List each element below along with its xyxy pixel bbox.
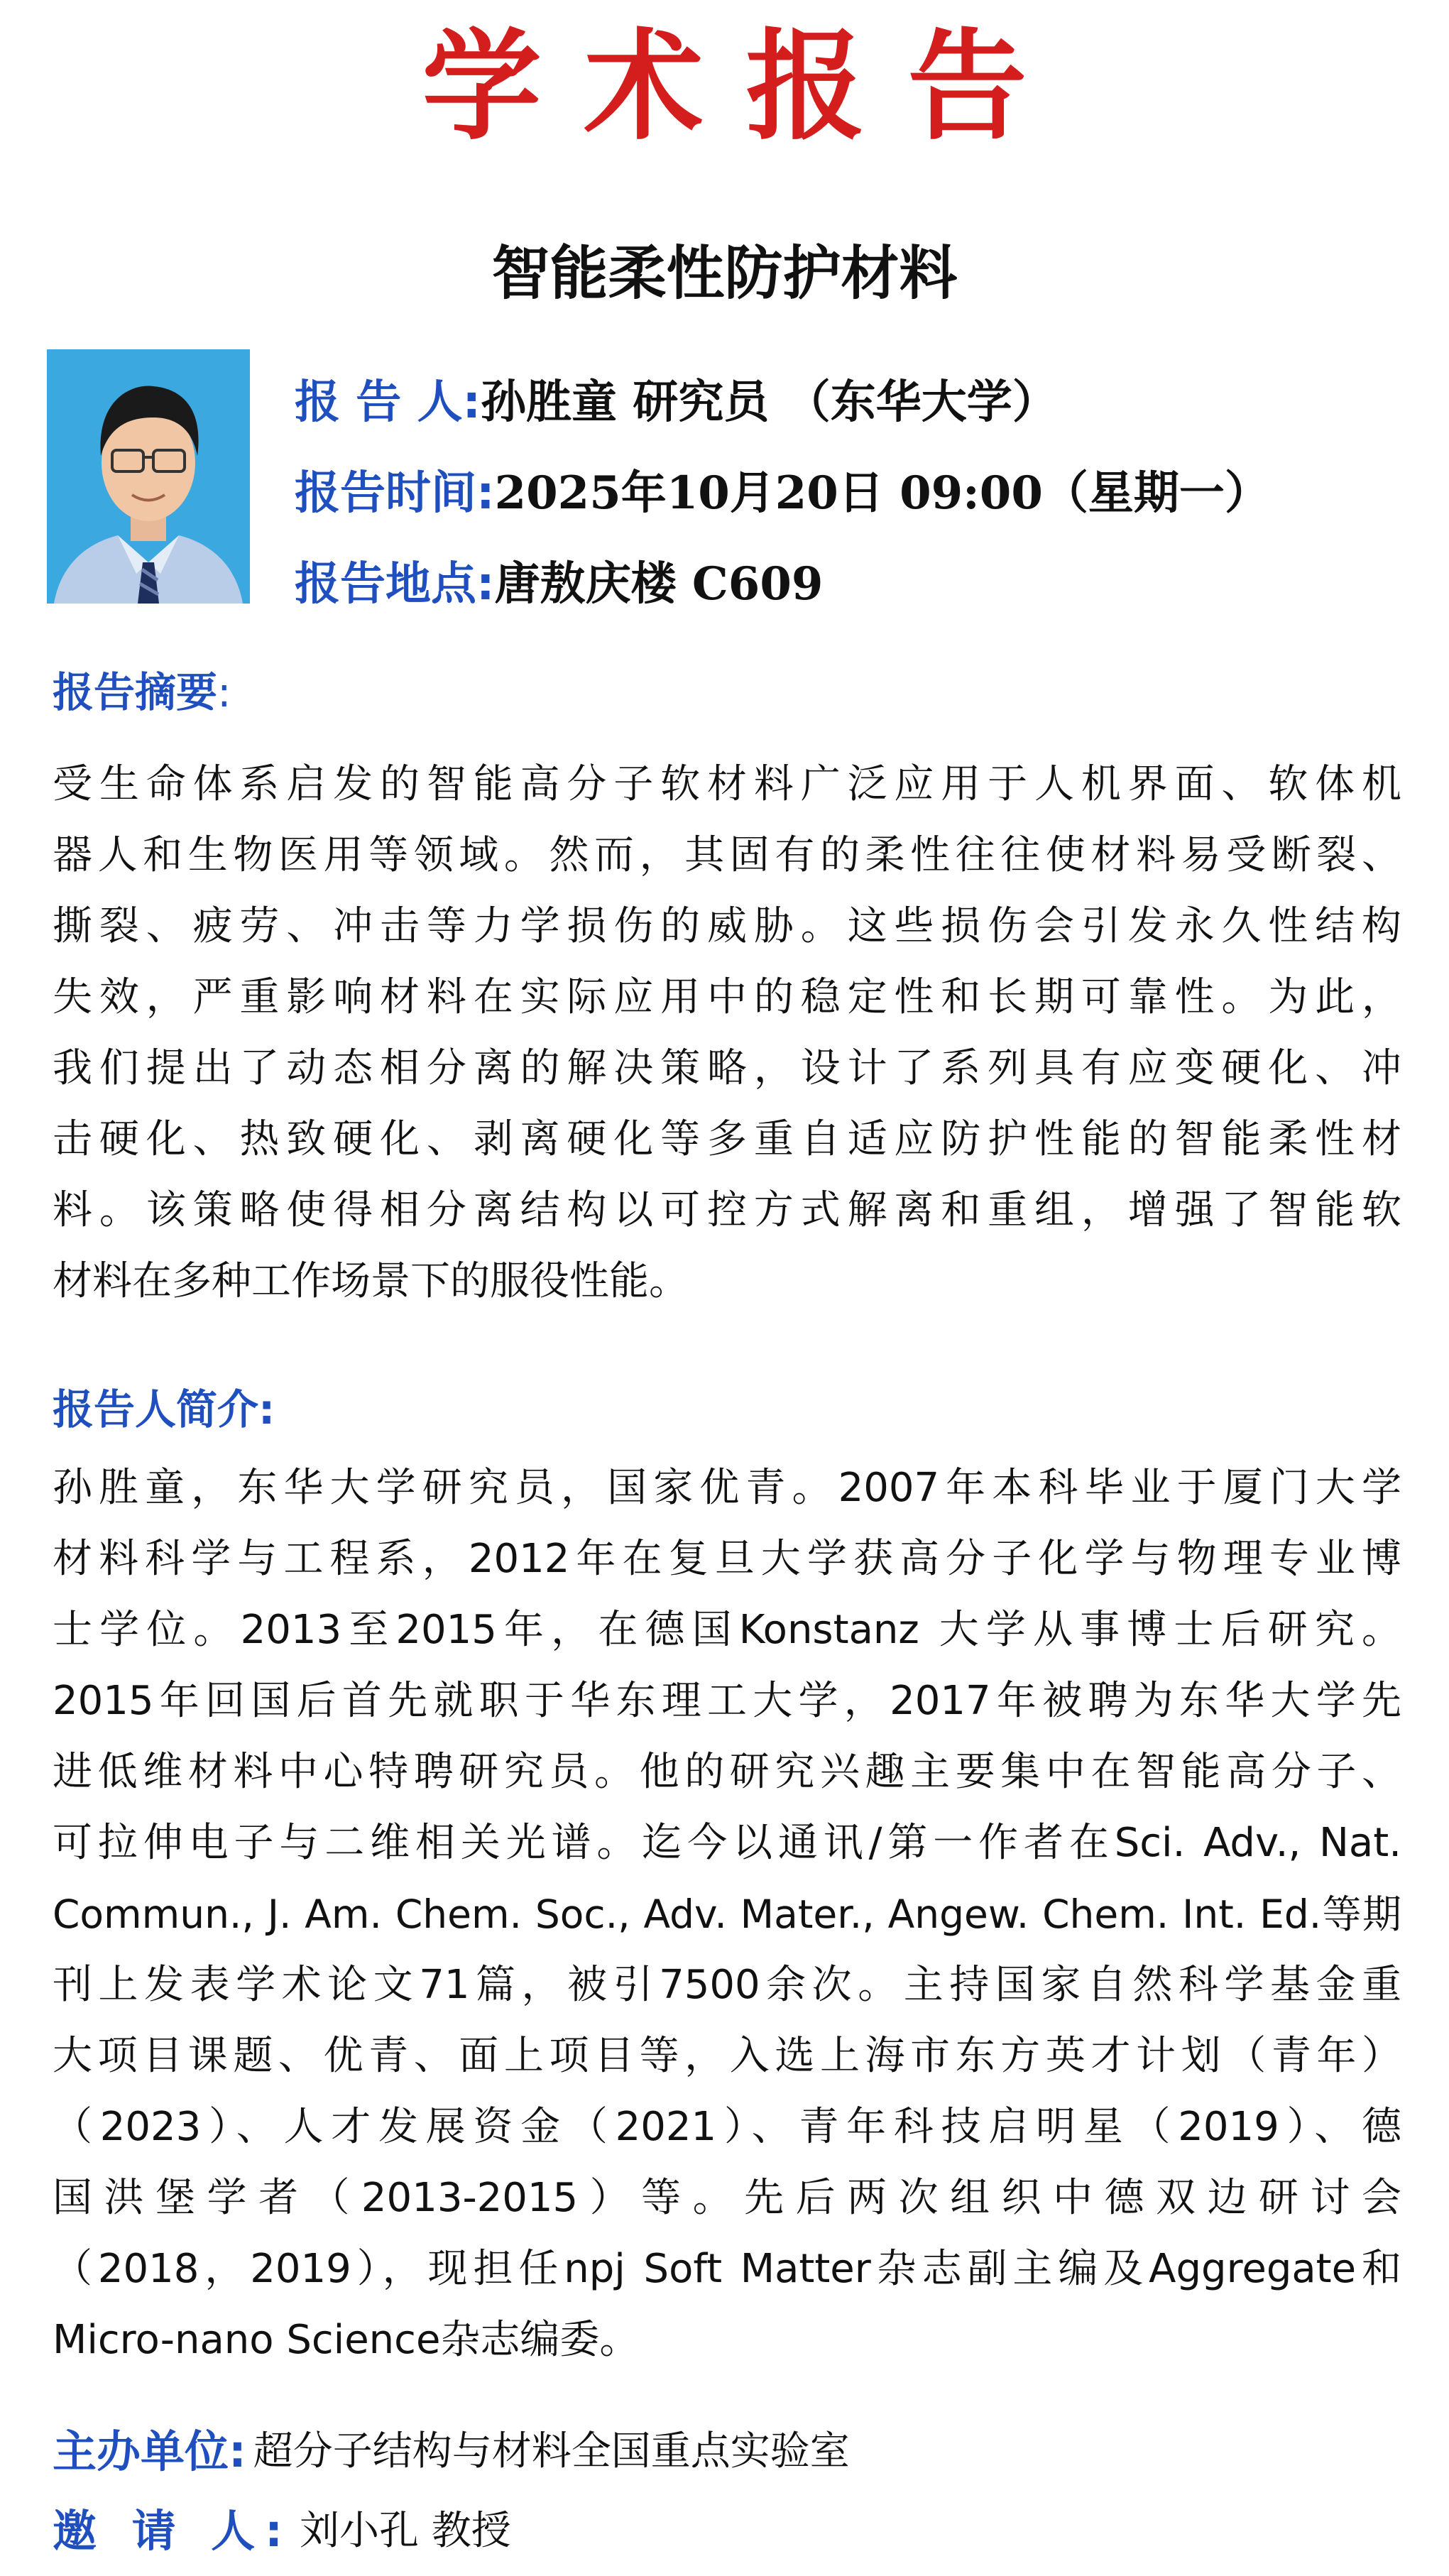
talk-title: 智能柔性防护材料 — [491, 239, 958, 307]
time-row — [295, 454, 1270, 533]
host-value: 超分子结构与材料全国重点实验室 — [253, 2428, 850, 2474]
time-label: 报告时间: — [295, 467, 495, 520]
inviter-label: 邀 请 人: — [53, 2505, 292, 2557]
abstract-line: 材料在多种工作场景下的服役性能。 — [53, 1258, 689, 1304]
bio-heading: 报告人简介: — [53, 1385, 275, 1434]
bio-line: （2018，2019），现担任npj Soft Matter杂志副主编及Aggregate和 — [53, 2246, 1401, 2292]
abstract-heading — [53, 660, 231, 724]
bio-line: 2015年回国后首先就职于华东理工大学，2017年被聘为东华大学先 — [53, 1678, 1401, 1724]
abstract-line: 撕裂、疲劳、冲击等力学损伤的威胁。这些损伤会引发永久性结构 — [53, 903, 1401, 949]
speaker-portrait-icon — [47, 349, 250, 604]
bio-line: （2023）、人才发展资金（2021）、青年科技启明星（2019）、德 — [53, 2104, 1401, 2150]
inviter-row — [53, 2492, 511, 2570]
abstract-line: 器人和生物医用等领域。然而，其固有的柔性往往使材料易受断裂、 — [53, 832, 1401, 878]
bio-line: 刊上发表学术论文71篇，被引7500余次。主持国家自然科学基金重 — [53, 1962, 1401, 2008]
speaker-row — [295, 364, 1058, 442]
bio-line: 进低维材料中心特聘研究员。他的研究兴趣主要集中在智能高分子、 — [53, 1749, 1401, 1795]
abstract-line: 我们提出了动态相分离的解决策略，设计了系列具有应变硬化、冲 — [53, 1045, 1401, 1091]
bio-line: 士学位。2013至2015年，在德国Konstanz 大学从事博士后研究。 — [53, 1607, 1401, 1653]
abstract-heading-text: 报告摘要 — [53, 668, 218, 716]
speaker-label: 报 告 人: — [295, 376, 481, 429]
bio-line: Micro-nano Science杂志编委。 — [53, 2317, 640, 2363]
speaker-value: 孙胜童 研究员 （东华大学） — [481, 376, 1058, 429]
time-value: 2025年10月20日 09:00（星期一） — [494, 466, 1270, 520]
bio-line: Commun., J. Am. Chem. Soc., Adv. Mater., Angew. Chem. Int. Ed.等期 — [53, 1892, 1401, 1937]
abstract-heading-colon: : — [217, 668, 231, 716]
abstract-line: 受生命体系启发的智能高分子软材料广泛应用于人机界面、软体机 — [53, 761, 1401, 807]
abstract-line: 料。该策略使得相分离结构以可控方式解离和重组，增强了智能软 — [53, 1187, 1401, 1233]
poster-title: 学术报告 — [422, 17, 1070, 156]
bio-line: 孙胜童，东华大学研究员，国家优青。2007年本科毕业于厦门大学 — [53, 1465, 1401, 1511]
bio-line: 国洪堡学者（2013-2015）等。先后两次组织中德双边研讨会 — [53, 2175, 1401, 2221]
bio-line: 大项目课题、优青、面上项目等，入选上海市东方英才计划（青年） — [53, 2033, 1401, 2079]
abstract-body — [53, 749, 1401, 1317]
abstract-line: 击硬化、热致硬化、剥离硬化等多重自适应防护性能的智能柔性材 — [53, 1116, 1401, 1162]
bio-line: 可拉伸电子与二维相关光谱。迄今以通讯/第一作者在Sci. Adv., Nat. — [53, 1820, 1401, 1866]
bio-line: 材料科学与工程系，2012年在复旦大学获高分子化学与物理专业博 — [53, 1536, 1401, 1582]
place-row — [295, 545, 823, 623]
speaker-portrait — [47, 349, 250, 604]
host-label: 主办单位: — [53, 2425, 246, 2477]
host-row — [53, 2413, 850, 2491]
place-value: 唐敖庆楼 C609 — [494, 557, 824, 611]
abstract-line: 失效，严重影响材料在实际应用中的稳定性和长期可靠性。为此， — [53, 974, 1401, 1020]
inviter-value: 刘小孔 教授 — [299, 2508, 511, 2554]
bio-body — [53, 1453, 1401, 2376]
place-label: 报告地点: — [295, 558, 495, 611]
